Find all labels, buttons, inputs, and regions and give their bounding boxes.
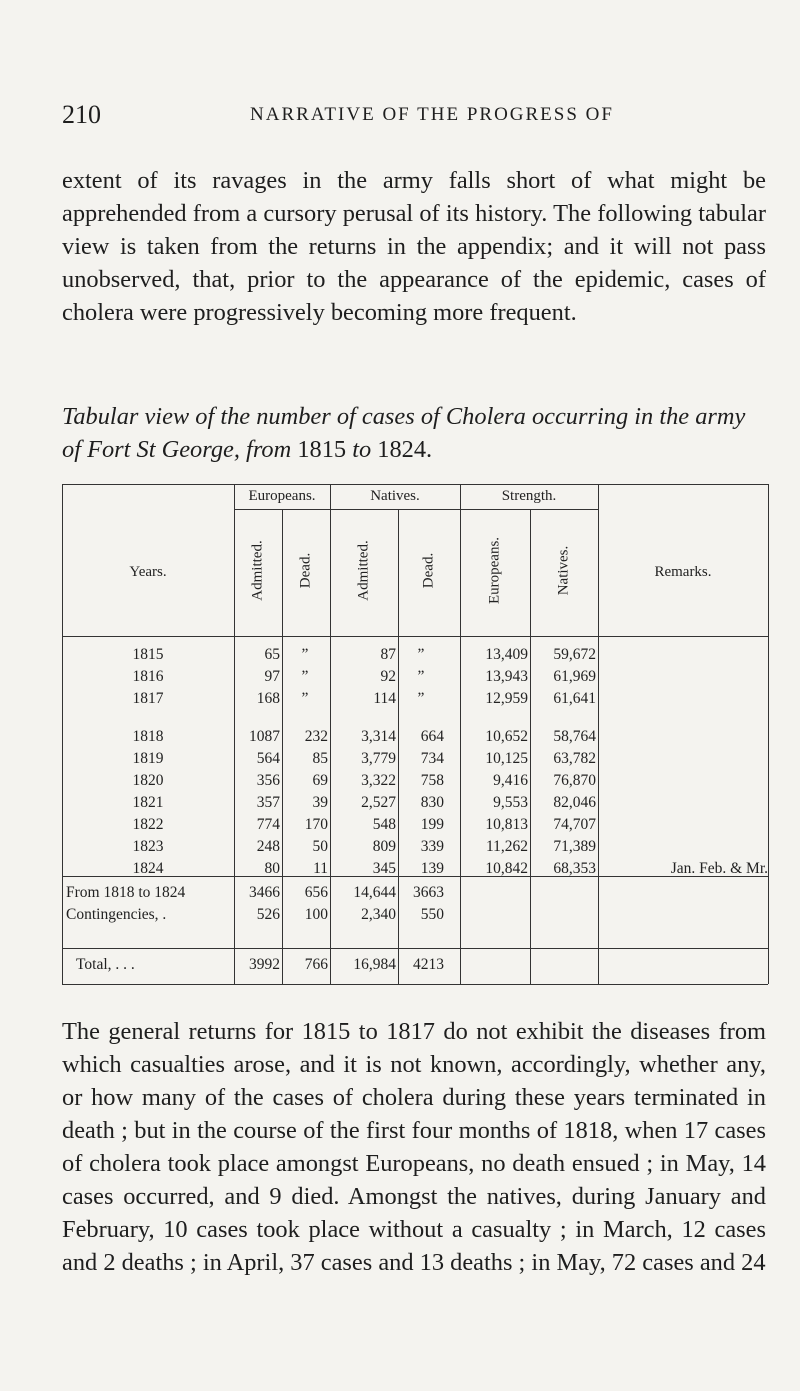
cell-total-eu-dead: 766 <box>304 956 328 973</box>
cell-strength-europeans: 10,842 <box>485 860 528 877</box>
cell-strength-natives: 61,969 <box>553 668 596 685</box>
caption-year-from: 1815 <box>297 436 347 463</box>
cell-na-dead: ” <box>417 690 425 707</box>
cell-year: 1824 <box>132 860 164 877</box>
cell-strength-natives: 82,046 <box>553 794 596 811</box>
cell-eu-admitted: 357 <box>256 794 280 811</box>
cell-summary-label: From 1818 to 1824 <box>66 884 186 901</box>
cell-total-eu-admitted: 3992 <box>249 956 280 973</box>
cell-strength-natives: 63,782 <box>553 750 596 767</box>
cell-na-dead: ” <box>417 646 425 663</box>
table-bottom-rule <box>62 984 768 985</box>
cell-summary-eu-dead: 100 <box>304 906 328 923</box>
cell-eu-admitted: 97 <box>264 668 280 685</box>
header-str-natives: Natives. <box>555 545 572 596</box>
cell-strength-natives: 61,641 <box>553 690 596 707</box>
header-str-europeans: Europeans. <box>486 536 503 605</box>
cell-strength-europeans: 10,813 <box>485 816 528 833</box>
cell-total-label: Total, . . . <box>76 956 135 973</box>
cell-eu-dead: 69 <box>312 772 328 789</box>
header-eu-dead: Dead. <box>297 552 314 589</box>
cell-summary-label: Contingencies, . <box>66 906 167 923</box>
cell-summary-eu-admitted: 3466 <box>249 884 280 901</box>
cell-eu-dead: 85 <box>312 750 328 767</box>
cell-year: 1818 <box>132 728 164 745</box>
cell-na-admitted: 548 <box>372 816 396 833</box>
cholera-table <box>62 484 768 984</box>
cell-strength-europeans: 10,652 <box>485 728 528 745</box>
cell-year: 1815 <box>132 646 164 663</box>
cell-year: 1820 <box>132 772 164 789</box>
cell-eu-dead: 39 <box>312 794 328 811</box>
cell-strength-europeans: 9,416 <box>493 772 528 789</box>
col-rule-str-na <box>598 484 599 984</box>
cell-na-dead: 199 <box>420 816 444 833</box>
header-remarks: Remarks. <box>654 564 712 580</box>
cell-year: 1816 <box>132 668 164 685</box>
cell-summary-na-dead: 3663 <box>413 884 444 901</box>
cell-na-admitted: 3,314 <box>361 728 396 745</box>
page-number: 210 <box>62 100 101 129</box>
header-na-dead: Dead. <box>420 552 437 589</box>
cell-total-na-dead: 4213 <box>413 956 444 973</box>
cell-year: 1817 <box>132 690 164 707</box>
group-header-rule <box>234 509 598 510</box>
page-header <box>62 100 762 130</box>
table-top-rule <box>62 484 768 485</box>
cell-na-dead: 734 <box>420 750 444 767</box>
cell-eu-dead: 50 <box>312 838 328 855</box>
header-strength: Strength. <box>501 488 557 504</box>
cell-na-admitted: 2,527 <box>361 794 396 811</box>
cell-eu-dead: 11 <box>313 860 328 877</box>
cell-remarks: Jan. Feb. & Mr. <box>670 860 768 877</box>
header-eu-admitted: Admitted. <box>249 540 266 601</box>
cell-year: 1822 <box>132 816 164 833</box>
cell-strength-natives: 74,707 <box>553 816 596 833</box>
cell-strength-europeans: 13,409 <box>485 646 528 663</box>
cell-na-dead: 758 <box>420 772 444 789</box>
cell-eu-admitted: 248 <box>256 838 280 855</box>
cell-strength-europeans: 12,959 <box>485 690 528 707</box>
header-bottom-rule <box>62 636 768 637</box>
cell-year: 1819 <box>132 750 164 767</box>
cell-total-na-admitted: 16,984 <box>353 956 396 973</box>
cell-na-dead: 830 <box>420 794 444 811</box>
header-years: Years. <box>129 564 167 580</box>
cell-na-admitted: 809 <box>372 838 396 855</box>
cell-na-dead: 339 <box>420 838 444 855</box>
cell-eu-admitted: 564 <box>256 750 280 767</box>
cell-na-admitted: 92 <box>380 668 396 685</box>
cell-eu-admitted: 168 <box>256 690 280 707</box>
cell-summary-na-admitted: 14,644 <box>353 884 396 901</box>
header-natives: Natives. <box>370 488 420 504</box>
cell-strength-natives: 68,353 <box>553 860 596 877</box>
cell-strength-europeans: 9,553 <box>493 794 528 811</box>
cell-na-dead: 139 <box>420 860 444 877</box>
cell-eu-admitted: 774 <box>256 816 280 833</box>
closing-paragraph: The general returns for 1815 to 1817 do not exhibit the diseases from which casualties arose, and it is not known, accordingly, whether any, or how many of the cases of cholera during these years terminated in death ; but in the course of the first four months of 1818, when 17 cases of cholera took place amongst Europeans, no death ensued ; in May, 14 cases occurred, and 9 died. Amongst the natives, during January and February, 10 cases took place without a casualty ; in March, 12 cases and 2 deaths ; in April, 37 cases and 13 deaths ; in May, 72 cases and 24 <box>62 1018 766 1276</box>
cell-strength-natives: 76,870 <box>553 772 596 789</box>
cell-na-admitted: 345 <box>372 860 396 877</box>
cell-year: 1823 <box>132 838 164 855</box>
cell-eu-dead: ” <box>301 690 309 707</box>
header-na-admitted: Admitted. <box>355 540 372 601</box>
cell-summary-eu-dead: 656 <box>304 884 328 901</box>
caption-part1: Tabular view of the number of cases of Cholera occurring in the army of Fort St George, from <box>62 403 746 463</box>
caption-part2: to <box>346 436 378 463</box>
running-head: NARRATIVE OF THE PROGRESS OF <box>250 104 614 125</box>
intro-paragraph: extent of its ravages in the army falls short of what might be apprehended from a cursory perusal of its history. The following tabular view is taken from the returns in the appendix; and it will not pass unobserved, that, prior to the appearance of the epidemic, cases of cholera were progressively becoming more frequent. <box>62 167 766 326</box>
cell-na-dead: 664 <box>420 728 444 745</box>
caption-end: . <box>426 436 433 463</box>
total-top-rule <box>62 948 768 949</box>
cell-summary-na-admitted: 2,340 <box>361 906 396 923</box>
cell-eu-dead: 232 <box>304 728 328 745</box>
caption-year-to: 1824 <box>377 436 427 463</box>
cell-strength-europeans: 11,262 <box>485 838 528 855</box>
cell-strength-natives: 59,672 <box>553 646 596 663</box>
cell-na-admitted: 3,779 <box>361 750 396 767</box>
header-europeans: Europeans. <box>248 488 316 504</box>
col-rule-right <box>768 484 769 984</box>
cell-eu-dead: 170 <box>304 816 328 833</box>
cell-eu-admitted: 1087 <box>249 728 280 745</box>
cell-summary-na-dead: 550 <box>420 906 444 923</box>
table-caption <box>62 400 766 466</box>
cell-na-dead: ” <box>417 668 425 685</box>
cell-strength-natives: 58,764 <box>553 728 596 745</box>
cell-strength-europeans: 13,943 <box>485 668 528 685</box>
cell-eu-dead: ” <box>301 646 309 663</box>
cell-eu-admitted: 80 <box>264 860 280 877</box>
cell-eu-admitted: 65 <box>264 646 280 663</box>
cell-summary-eu-admitted: 526 <box>256 906 280 923</box>
cell-year: 1821 <box>132 794 164 811</box>
cell-na-admitted: 114 <box>373 690 396 707</box>
cell-eu-admitted: 356 <box>256 772 280 789</box>
cell-na-admitted: 3,322 <box>361 772 396 789</box>
cell-eu-dead: ” <box>301 668 309 685</box>
cell-strength-europeans: 10,125 <box>485 750 528 767</box>
cell-strength-natives: 71,389 <box>553 838 596 855</box>
cell-na-admitted: 87 <box>380 646 396 663</box>
